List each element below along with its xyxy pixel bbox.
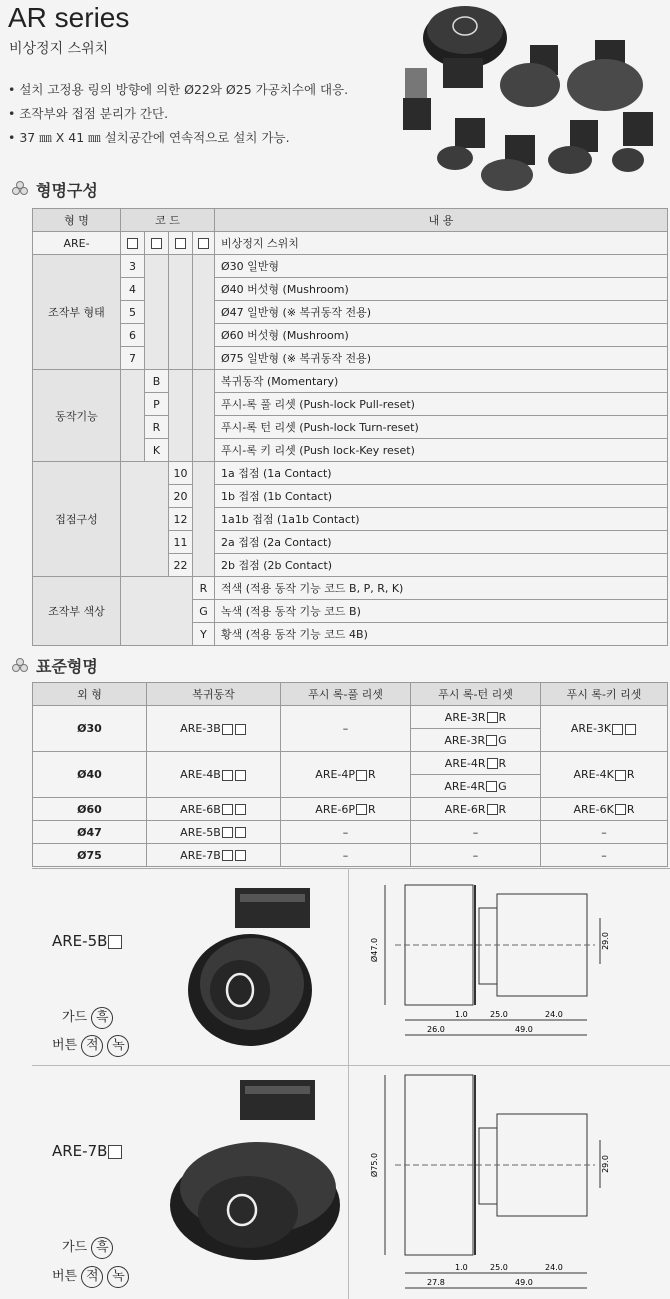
dimension-drawing-are5b: [355, 880, 667, 1062]
feature-text: 설치 고정용 링의 방향에 의한 Ø22와 Ø25 가공치수에 대응.: [19, 82, 349, 97]
code-cell: 4: [121, 278, 145, 301]
content-cell: 복귀동작 (Momentary): [215, 370, 668, 393]
content-cell: Ø60 버섯형 (Mushroom): [215, 324, 668, 347]
code-cell: G: [193, 600, 215, 623]
page-subtitle: 비상정지 스위치: [9, 41, 109, 57]
feature-text: 37 ㎜ X 41 ㎜ 설치공간에 연속적으로 설치 가능.: [19, 130, 290, 145]
color-badge: 적: [81, 1266, 103, 1288]
code-cell: 5: [121, 301, 145, 324]
color-badge: 녹: [107, 1035, 129, 1057]
model-cell: –: [281, 706, 411, 752]
col-header: 코 드: [121, 209, 215, 232]
shape-cell: Ø75: [33, 844, 147, 867]
code-cell: 3: [121, 255, 145, 278]
section-title: 표준형명: [36, 657, 98, 676]
code-cell: 11: [169, 531, 193, 554]
content-cell: 1b 접점 (1b Contact): [215, 485, 668, 508]
group-label: 조작부 색상: [33, 577, 121, 646]
content-cell: Ø30 일반형: [215, 255, 668, 278]
dimension-label: Ø47.0: [370, 937, 379, 963]
section-bullet-icon: [12, 181, 28, 195]
model-cell: ARE-6P R: [281, 798, 411, 821]
group-label: 접점구성: [33, 462, 121, 577]
code-cell: 20: [169, 485, 193, 508]
code-cell: 10: [169, 462, 193, 485]
guard-color-info: 가드 흑: [62, 1006, 113, 1029]
switch-photo-large: [423, 6, 507, 88]
code-box-icon: [145, 232, 169, 255]
code-box-icon: [193, 232, 215, 255]
button-color-info: 버튼 적 녹: [52, 1034, 129, 1057]
code-box-icon: [121, 232, 145, 255]
product-model-label: ARE-7B: [52, 1142, 123, 1160]
code-cell: P: [145, 393, 169, 416]
standard-model-table: [32, 682, 668, 867]
feature-bullet: • 조작부와 접점 분리가 간단.: [8, 106, 169, 121]
section-bullet-icon: [12, 658, 28, 672]
content-cell: 비상정지 스위치: [215, 232, 668, 255]
group-label: 동작기능: [33, 370, 121, 462]
shape-cell: Ø47: [33, 821, 147, 844]
shape-cell: Ø40: [33, 752, 147, 798]
dimension-label: 24.0: [545, 1010, 563, 1019]
col-header: 푸시 록-풀 리셋: [281, 683, 411, 706]
content-cell: 푸시-록 풀 리셋 (Push-lock Pull-reset): [215, 393, 668, 416]
content-cell: 녹색 (적용 동작 기능 코드 B): [215, 600, 668, 623]
content-cell: 황색 (적용 동작 기능 코드 4B): [215, 623, 668, 646]
model-cell: –: [281, 844, 411, 867]
model-cell: ARE-7B: [147, 844, 281, 867]
col-header: 형 명: [33, 209, 121, 232]
model-cell: –: [281, 821, 411, 844]
model-cell: ARE-3R G: [411, 729, 541, 752]
model-cell: ARE-4P R: [281, 752, 411, 798]
code-cell: Y: [193, 623, 215, 646]
dimension-label: 29.0: [601, 932, 610, 950]
shape-cell: Ø60: [33, 798, 147, 821]
feature-bullet: • 37 ㎜ X 41 ㎜ 설치공간에 연속적으로 설치 가능.: [8, 130, 290, 145]
code-cell: R: [193, 577, 215, 600]
model-cell: ARE-6B: [147, 798, 281, 821]
code-cell: 12: [169, 508, 193, 531]
dimension-label: 1.0: [455, 1010, 468, 1019]
feature-bullet: • 설치 고정용 링의 방향에 의한 Ø22와 Ø25 가공치수에 대응.: [8, 82, 349, 97]
shape-cell: Ø30: [33, 706, 147, 752]
content-cell: 2b 접점 (2b Contact): [215, 554, 668, 577]
switch-photo-mushroom: [500, 40, 643, 111]
model-cell: ARE-6K R: [541, 798, 668, 821]
model-cell: –: [541, 844, 668, 867]
code-cell: B: [145, 370, 169, 393]
model-cell: –: [411, 821, 541, 844]
dimension-label: 26.0: [427, 1025, 445, 1034]
code-cell: K: [145, 439, 169, 462]
content-cell: 2a 접점 (2a Contact): [215, 531, 668, 554]
dimension-label: Ø75.0: [370, 1152, 379, 1178]
code-cell: 22: [169, 554, 193, 577]
content-cell: 적색 (적용 동작 기능 코드 B, P, R, K): [215, 577, 668, 600]
content-cell: 1a 접점 (1a Contact): [215, 462, 668, 485]
color-badge: 적: [81, 1035, 103, 1057]
model-cell: ARE-5B: [147, 821, 281, 844]
content-cell: Ø47 일반형 (※ 복귀동작 전용): [215, 301, 668, 324]
model-cell: ARE-4R R: [411, 752, 541, 775]
content-cell: Ø75 일반형 (※ 복귀동작 전용): [215, 347, 668, 370]
product-model-label: ARE-5B: [52, 932, 123, 950]
code-box-icon: [169, 232, 193, 255]
model-cell: ARE-4B: [147, 752, 281, 798]
switch-photo-are7b: [170, 1070, 345, 1260]
col-header: 내 용: [215, 209, 668, 232]
model-cell: –: [411, 844, 541, 867]
model-cell: ARE-3B: [147, 706, 281, 752]
button-color-info: 버튼 적 녹: [52, 1265, 129, 1288]
model-prefix: ARE-: [33, 232, 121, 255]
model-cell: ARE-3R R: [411, 706, 541, 729]
col-header: 푸시 록-키 리셋: [541, 683, 668, 706]
content-cell: Ø40 버섯형 (Mushroom): [215, 278, 668, 301]
dimension-label: 27.8: [427, 1278, 445, 1287]
dimension-label: 1.0: [455, 1263, 468, 1272]
color-badge: 녹: [107, 1266, 129, 1288]
color-badge: 흑: [91, 1237, 113, 1259]
dimension-label: 24.0: [545, 1263, 563, 1272]
content-cell: 푸시-록 턴 리셋 (Push-lock Turn-reset): [215, 416, 668, 439]
col-header: 외 형: [33, 683, 147, 706]
feature-text: 조작부와 접점 분리가 간단.: [19, 106, 169, 121]
model-cell: ARE-3K: [541, 706, 668, 752]
content-cell: 1a1b 접점 (1a1b Contact): [215, 508, 668, 531]
guard-color-info: 가드 흑: [62, 1236, 113, 1259]
switch-photo-are5b: [180, 880, 340, 1055]
page-title: AR series: [8, 2, 130, 33]
dimension-label: 25.0: [490, 1010, 508, 1019]
model-cell: ARE-4R G: [411, 775, 541, 798]
model-cell: ARE-6R R: [411, 798, 541, 821]
model-code-table: [32, 208, 668, 646]
dimension-drawing-are7b: [355, 1070, 667, 1299]
model-cell: ARE-4K R: [541, 752, 668, 798]
model-cell: –: [541, 821, 668, 844]
section-title: 형명구성: [36, 181, 98, 200]
product-photo-group: [395, 0, 670, 195]
code-cell: 7: [121, 347, 145, 370]
dimension-label: 49.0: [515, 1025, 533, 1034]
col-header: 푸시 록-턴 리셋: [411, 683, 541, 706]
code-cell: 6: [121, 324, 145, 347]
group-label: 조작부 형태: [33, 255, 121, 370]
color-badge: 흑: [91, 1007, 113, 1029]
dimension-label: 25.0: [490, 1263, 508, 1272]
code-cell: R: [145, 416, 169, 439]
dimension-label: 49.0: [515, 1278, 533, 1287]
col-header: 복귀동작: [147, 683, 281, 706]
content-cell: 푸시-록 키 리셋 (Push lock-Key reset): [215, 439, 668, 462]
dimension-label: 29.0: [601, 1155, 610, 1173]
